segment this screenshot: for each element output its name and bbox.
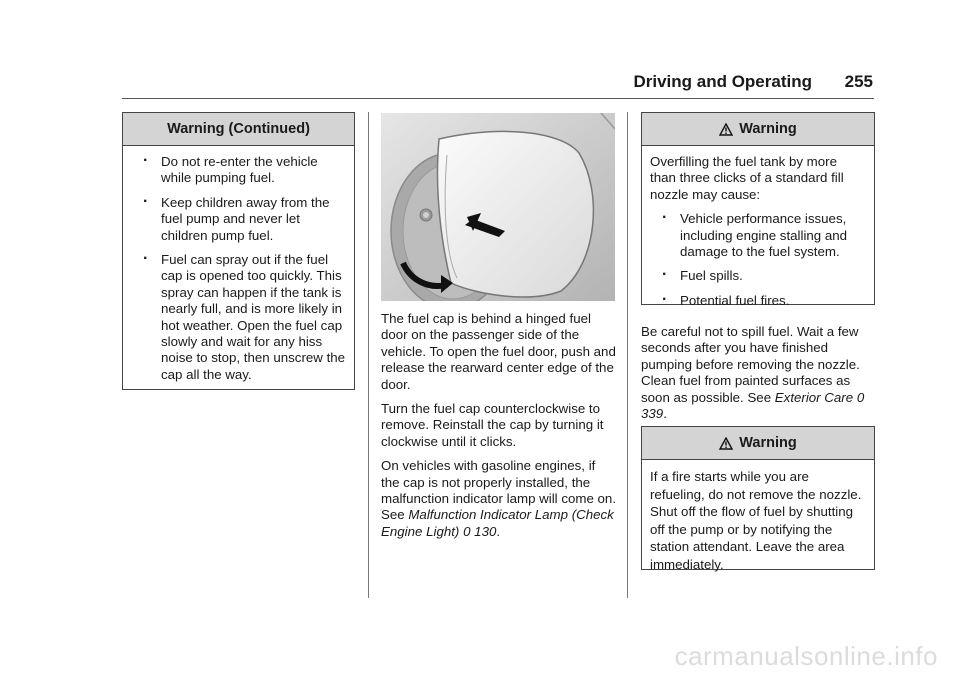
warning-header — [642, 427, 874, 460]
warning-continued-list — [131, 154, 346, 383]
warning-continued-box — [122, 112, 355, 390]
fuel-door-paragraph: The fuel cap is behind a hinged fuel door on the passenger side of the vehicle. To open the fuel door, push and release the rearward center edge of the door. — [381, 311, 616, 392]
list-item: . Keep children away from the fuel pump and never let children pump fuel. — [131, 195, 346, 244]
list-item: . Potential fuel fires. — [650, 293, 866, 309]
list-item: . Do not re-enter the vehicle while pumping fuel. — [131, 154, 346, 187]
spill-text: Be careful not to spill fuel. Wait a few seconds after you have finished pumping before removing the nozzle. Clean fuel from painted surfaces as soon as possible. See — [641, 324, 860, 405]
fuel-door-illustration — [381, 113, 615, 301]
watermark: carmanualsonline.info — [674, 641, 938, 671]
column-divider-left — [368, 112, 369, 598]
indicator-text: On vehicles with gasoline engines, if the cap is not properly installed, the malfunction indicator lamp will come on. See — [381, 458, 617, 523]
page-ref: 0 130 — [463, 523, 497, 539]
overfill-effects-list — [650, 211, 866, 309]
page-ref: 0 339 — [641, 389, 865, 422]
malfunction-lamp-link[interactable]: Malfunction Indicator Lamp (Check Engine Light) — [381, 507, 614, 539]
warning-triangle-icon — [719, 437, 733, 450]
fuel-cap-paragraph: Turn the fuel cap counterclockwise to remove. Reinstall the cap by turning it clockwise until it clicks. — [381, 401, 604, 449]
list-item: . Vehicle performance issues, including engine stalling and damage to the fuel system. — [650, 211, 866, 260]
punctuation: . — [663, 406, 667, 422]
warning-intro: Overfilling the fuel tank by more than three clicks of a standard fill nozzle may cause: — [650, 154, 844, 202]
overfill-warning-box — [641, 112, 875, 308]
warning-title: Warning — [739, 435, 797, 451]
exterior-care-link[interactable]: Exterior Care — [774, 389, 854, 405]
fire-warning-box — [641, 426, 875, 570]
list-item: . Fuel can spray out if the fuel cap is opened too quickly. This spray can happen if the tank is nearly full, and is more likely in hot weather. Open the fuel cap slowly and wait for any hiss noise to stop, then unscrew the cap all the way. — [131, 252, 346, 383]
column-divider-right — [627, 112, 628, 598]
indicator-paragraph — [381, 458, 617, 540]
middle-column-text — [381, 311, 617, 548]
right-column-text — [641, 324, 877, 430]
spill-paragraph — [641, 324, 877, 422]
warning-header — [642, 113, 874, 146]
punctuation: . — [496, 523, 501, 539]
section-title: Driving and Operating — [633, 72, 812, 91]
header-rule — [122, 98, 874, 99]
page-number: 255 — [844, 72, 873, 91]
warning-title: Warning — [739, 121, 797, 137]
list-item: . Fuel spills. — [650, 268, 866, 284]
warning-continued-title: Warning (Continued) — [123, 113, 354, 146]
warning-triangle-icon — [719, 123, 733, 136]
fire-warning-body: If a fire starts while you are refueling, do not remove the nozzle. Shut off the flow of fuel by shutting off the pump or by notifying the station attendant. Leave the area immediately. — [650, 469, 862, 572]
